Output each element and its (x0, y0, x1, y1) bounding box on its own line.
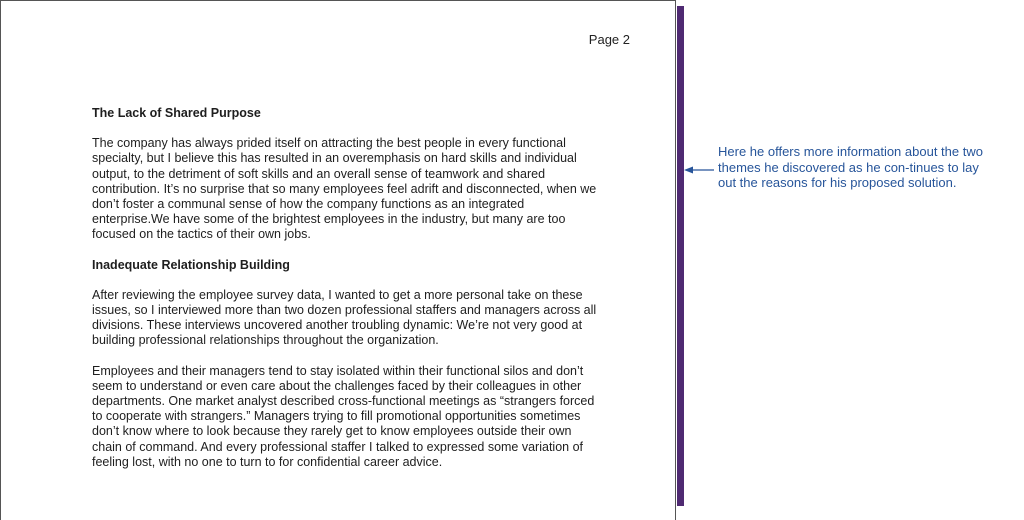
section-heading-shared-purpose: The Lack of Shared Purpose (92, 106, 261, 120)
margin-annotation: Here he offers more information about the two themes he discovered as he con-tinues to lay out the reasons for his proposed solution. (718, 144, 983, 190)
document-body (92, 106, 602, 485)
paragraph-functional-silos: Employees and their managers tend to stay isolated within their functional silos and don’t seem to understand or even care about the challenges faced by their colleagues in other departments. One market analyst described cross-functional meetings as “strangers forced to cooperate with strangers.” Managers trying to fill promotional opportunities sometimes don’t know where to look because they rarely get to know employees outside their own chain of command. And every professional staffer I talked to expressed some variation of feeling lost, with no one to turn to for confidential career advice. (92, 363, 595, 469)
arrow-left-icon (684, 164, 716, 176)
section-heading-relationship-building: Inadequate Relationship Building (92, 257, 290, 272)
paragraph-shared-purpose: The company has always prided itself on attracting the best people in every functional specialty, but I believe this has resulted in an overemphasis on hard skills and individual output, to the detriment of soft skills and an overall sense of teamwork and shared contribution. It’s no surprise that so many employees feel adrift and disconnected, when we don’t foster a communal sense of how the company functions as an integrated enterprise.We have some of the brightest employees in the industry, but many are too focused on the tactics of their own jobs. (92, 136, 597, 242)
page-edge-shadow (677, 6, 684, 506)
paragraph-survey-interviews: After reviewing the employee survey data, I wanted to get a more personal take on these issues, so I interviewed more than two dozen professional staffers and managers across all divisions. These interviews uncovered another troubling dynamic: We’re not very good at building professional relationships throughout the organization. (92, 287, 597, 348)
page-number: Page 2 (588, 32, 630, 47)
